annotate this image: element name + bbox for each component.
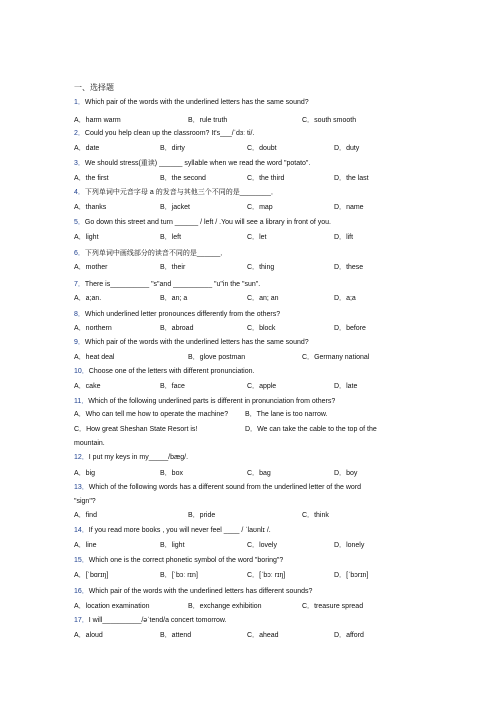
option-text[interactable]: face	[171, 383, 185, 390]
question-text: 下列单词中画线部分的读音不同的是______．	[84, 250, 228, 257]
option-letter: D．	[245, 426, 258, 433]
answer-option	[74, 295, 101, 302]
answer-option	[160, 572, 198, 579]
answer-option	[302, 603, 363, 610]
option-text[interactable]: duty	[346, 145, 360, 152]
option-text[interactable]: lonely	[346, 542, 365, 549]
option-letter: A．	[74, 295, 86, 302]
option-letter: A．	[74, 411, 86, 418]
option-text[interactable]: the second	[171, 175, 206, 182]
question-text: 下列单词中元音字母 a 的发音与其他三个不同的是________．	[84, 189, 278, 196]
option-text[interactable]: boy	[346, 470, 358, 477]
option-letter: D．	[334, 175, 347, 182]
option-letter: B．	[160, 145, 172, 152]
section-title: 一、选择题	[74, 83, 114, 92]
option-text[interactable]: location examination	[85, 603, 150, 610]
option-text[interactable]: light	[171, 542, 185, 549]
question-stem	[74, 219, 331, 226]
option-text[interactable]: Germany national	[314, 354, 370, 361]
option-letter: C．	[247, 234, 260, 241]
option-letter: B．	[245, 411, 257, 418]
option-text[interactable]: [ˈbɔː rɪn]	[171, 572, 198, 579]
option-text[interactable]: a;a	[346, 295, 356, 302]
answer-option	[74, 234, 99, 241]
option-letter: B．	[160, 204, 172, 211]
option-text[interactable]: rule truth	[199, 117, 228, 124]
option-letter: C．	[247, 175, 260, 182]
option-letter: B．	[160, 264, 172, 271]
question-stem	[74, 588, 312, 595]
question-stem	[74, 368, 254, 375]
option-text[interactable]: heat deal	[85, 354, 115, 361]
answer-option	[334, 383, 357, 390]
answer-option	[74, 175, 109, 182]
answer-option	[247, 204, 273, 211]
option-letter: C．	[74, 426, 87, 433]
answer-option	[247, 264, 274, 271]
answer-option	[334, 264, 363, 271]
option-letter: D．	[334, 325, 347, 332]
answer-option	[302, 117, 356, 124]
option-text[interactable]: aloud	[85, 632, 103, 639]
option-letter: A．	[74, 145, 86, 152]
question-number: 3．	[74, 160, 85, 167]
option-text[interactable]: pride	[199, 512, 216, 519]
option-letter: A．	[74, 512, 86, 519]
option-letter: B．	[160, 295, 172, 302]
option-text[interactable]: ahead	[259, 632, 279, 639]
question-number: 12．	[74, 454, 89, 461]
option-text[interactable]: big	[85, 470, 96, 477]
answer-option	[245, 426, 377, 433]
option-letter: B．	[160, 542, 172, 549]
question-number: 9．	[74, 339, 85, 346]
question-stem	[74, 454, 188, 461]
answer-option	[160, 470, 183, 477]
option-letter: C．	[302, 512, 315, 519]
option-letter: D．	[334, 295, 347, 302]
option-letter: A．	[74, 383, 86, 390]
option-text[interactable]: attend	[171, 632, 192, 639]
question-text: Which pair of the words with the underlined letters has the same sound?	[84, 339, 309, 346]
option-letter: A．	[74, 264, 86, 271]
option-letter: C．	[247, 264, 260, 271]
option-text[interactable]: jacket	[171, 204, 190, 211]
option-letter: C．	[247, 572, 260, 579]
option-letter: C．	[247, 325, 260, 332]
answer-option	[302, 512, 329, 519]
option-letter: B．	[160, 325, 172, 332]
answer-option	[74, 572, 108, 579]
question-number: 11．	[74, 398, 89, 405]
option-text[interactable]: cake	[85, 383, 101, 390]
option-text[interactable]: late	[346, 383, 358, 390]
question-number: 2．	[74, 130, 85, 137]
option-letter: C．	[247, 632, 260, 639]
option-text[interactable]: name	[346, 204, 364, 211]
answer-option	[247, 145, 277, 152]
answer-option	[74, 354, 114, 361]
answer-option	[74, 204, 106, 211]
option-text[interactable]: glove postman	[199, 354, 246, 361]
answer-option	[160, 542, 185, 549]
option-letter: B．	[160, 572, 172, 579]
option-letter: B．	[160, 632, 172, 639]
question-text: Choose one of the letters with different pronunciation.	[88, 368, 255, 375]
option-text[interactable]: south smooth	[314, 117, 357, 124]
question-text: There is__________ "s"and __________ "u"in the "sun".	[84, 281, 261, 288]
option-text[interactable]: northern	[85, 325, 112, 332]
option-letter: B．	[188, 354, 200, 361]
option-letter: A．	[74, 234, 86, 241]
question-stem	[74, 189, 278, 196]
option-letter: A．	[74, 354, 86, 361]
option-text[interactable]: mother	[85, 264, 108, 271]
answer-option	[334, 542, 364, 549]
option-letter: D．	[334, 264, 347, 271]
option-letter: D．	[334, 145, 347, 152]
option-letter: D．	[334, 632, 347, 639]
question-text: Which pair of the words with the underlined letters has the same sound?	[84, 99, 309, 106]
option-text[interactable]: the first	[85, 175, 109, 182]
answer-option	[247, 470, 271, 477]
option-letter: D．	[334, 383, 347, 390]
question-number: 14．	[74, 527, 89, 534]
option-letter: A．	[74, 603, 86, 610]
question-stem	[74, 130, 254, 137]
answer-option	[334, 234, 353, 241]
question-text: Which pair of the words with the underlined letters has different sounds?	[88, 588, 313, 595]
option-text[interactable]: the last	[346, 175, 369, 182]
option-text[interactable]: We can take the cable to the top of the	[257, 426, 377, 433]
answer-option	[334, 632, 364, 639]
answer-option	[245, 411, 328, 418]
question-number: 16．	[74, 588, 89, 595]
answer-option	[247, 325, 275, 332]
option-text[interactable]: apple	[259, 383, 277, 390]
question-text: Which of the following words has a different sound from the underlined letter of the word	[88, 484, 362, 491]
answer-option	[247, 234, 266, 241]
option-text[interactable]: dirty	[171, 145, 185, 152]
answer-option	[188, 117, 227, 124]
option-letter: C．	[247, 542, 260, 549]
option-letter: B．	[160, 470, 172, 477]
question-number: 13．	[74, 484, 89, 491]
question-number: 7．	[74, 281, 85, 288]
answer-option	[74, 264, 107, 271]
answer-option	[74, 145, 99, 152]
answer-option	[74, 470, 95, 477]
question-text: I put my keys in my_____/bæg/.	[88, 454, 189, 461]
question-stem	[74, 617, 227, 624]
option-letter: D．	[334, 234, 347, 241]
question-stem	[74, 339, 309, 346]
question-text: Go down this street and turn ______ / left / .You will see a library in front of you.	[84, 219, 331, 226]
question-number: 15．	[74, 557, 89, 564]
answer-option	[160, 145, 185, 152]
question-text: Which of the following underlined parts is different in pronunciation from others?	[88, 398, 336, 405]
question-stem	[74, 557, 283, 564]
option-text[interactable]: [ˈbɔː rɪŋ]	[259, 572, 286, 579]
answer-option	[188, 512, 215, 519]
answer-option	[74, 542, 97, 549]
option-letter: B．	[188, 117, 200, 124]
option-letter: A．	[74, 204, 86, 211]
option-letter: C．	[302, 117, 315, 124]
option-text[interactable]: an; a	[171, 295, 188, 302]
option-text[interactable]: afford	[346, 632, 364, 639]
answer-option	[74, 512, 97, 519]
answer-option	[160, 234, 181, 241]
option-letter: A．	[74, 325, 86, 332]
option-text[interactable]: an; an	[259, 295, 279, 302]
answer-option	[247, 632, 279, 639]
question-text-cont: "sign"?	[74, 498, 96, 505]
answer-option	[74, 411, 228, 418]
option-text[interactable]: before	[346, 325, 366, 332]
option-letter: A．	[74, 175, 86, 182]
question-number: 6．	[74, 250, 85, 257]
option-text[interactable]: lift	[346, 234, 354, 241]
answer-option	[160, 632, 191, 639]
answer-option	[188, 354, 245, 361]
option-letter: C．	[247, 470, 260, 477]
answer-option	[334, 325, 366, 332]
question-stem	[74, 484, 361, 491]
option-text[interactable]: find	[85, 512, 97, 519]
option-letter: C．	[247, 204, 260, 211]
answer-option	[334, 572, 368, 579]
option-text[interactable]: box	[171, 470, 183, 477]
answer-option	[160, 175, 206, 182]
option-letter: C．	[247, 295, 260, 302]
option-text[interactable]: exchange exhibition	[199, 603, 262, 610]
option-text[interactable]: Who can tell me how to operate the machine?	[85, 411, 229, 418]
answer-option	[160, 204, 190, 211]
answer-option	[160, 325, 193, 332]
option-letter: D．	[334, 470, 347, 477]
option-text[interactable]: left	[171, 234, 182, 241]
question-text: Which underlined letter pronounces differently from the others?	[84, 311, 281, 318]
answer-option	[74, 383, 100, 390]
answer-option	[334, 145, 359, 152]
option-text[interactable]: bag	[259, 470, 271, 477]
option-text[interactable]: harm warm	[85, 117, 121, 124]
answer-option	[247, 175, 284, 182]
option-text[interactable]: [ˈbɔrɪn]	[346, 572, 369, 579]
question-stem	[74, 281, 260, 288]
question-text: Which one is the correct phonetic symbol of the word "boring"?	[88, 557, 284, 564]
option-letter: C．	[247, 145, 260, 152]
option-text[interactable]: block	[259, 325, 276, 332]
question-number: 1．	[74, 99, 85, 106]
option-text[interactable]: thanks	[85, 204, 107, 211]
question-stem	[74, 160, 310, 167]
option-text[interactable]: a;an.	[85, 295, 102, 302]
option-text[interactable]: treasure spread	[314, 603, 364, 610]
answer-option	[247, 572, 285, 579]
option-letter: C．	[247, 383, 260, 390]
option-letter: A．	[74, 572, 86, 579]
question-number: 17．	[74, 617, 89, 624]
option-letter: B．	[160, 234, 172, 241]
option-text[interactable]: their	[171, 264, 186, 271]
option-text[interactable]: think	[314, 512, 329, 519]
option-text[interactable]: map	[259, 204, 273, 211]
question-text-cont: mountain.	[74, 440, 105, 447]
question-stem	[74, 527, 271, 534]
question-stem	[74, 311, 280, 318]
option-text[interactable]: How great Sheshan State Resort is!	[86, 426, 198, 433]
answer-option	[160, 295, 187, 302]
option-letter: D．	[334, 204, 347, 211]
answer-option	[334, 470, 357, 477]
option-letter: A．	[74, 542, 86, 549]
option-letter: B．	[188, 512, 200, 519]
option-letter: A．	[74, 632, 86, 639]
question-number: 5．	[74, 219, 85, 226]
option-text[interactable]: abroad	[171, 325, 194, 332]
option-text[interactable]: [ˈbɑrɪŋ]	[85, 572, 109, 579]
option-letter: D．	[334, 572, 347, 579]
question-stem	[74, 99, 309, 106]
option-letter: C．	[302, 354, 315, 361]
answer-option	[74, 603, 150, 610]
answer-option	[247, 383, 276, 390]
option-text[interactable]: light	[85, 234, 99, 241]
option-text[interactable]: The lane is too narrow.	[256, 411, 328, 418]
option-letter: A．	[74, 470, 86, 477]
option-text[interactable]: these	[346, 264, 364, 271]
question-stem	[74, 250, 227, 257]
answer-option	[334, 175, 369, 182]
answer-option	[334, 295, 356, 302]
option-letter: C．	[302, 603, 315, 610]
question-stem	[74, 398, 335, 405]
option-letter: A．	[74, 117, 86, 124]
option-text[interactable]: the third	[259, 175, 285, 182]
answer-option	[160, 383, 185, 390]
option-text[interactable]: line	[85, 542, 97, 549]
option-text[interactable]: date	[85, 145, 100, 152]
answer-option	[302, 354, 369, 361]
answer-option	[247, 295, 279, 302]
answer-option	[74, 426, 197, 433]
question-text: We should stress(重读) ______ syllable when we read the word "potato".	[84, 160, 311, 167]
option-letter: B．	[188, 603, 200, 610]
question-number: 8．	[74, 311, 85, 318]
option-text[interactable]: lovely	[259, 542, 277, 549]
answer-option	[74, 632, 103, 639]
option-text[interactable]: thing	[259, 264, 275, 271]
answer-option	[160, 264, 185, 271]
option-text[interactable]: doubt	[259, 145, 277, 152]
answer-option	[247, 542, 277, 549]
answer-option	[74, 117, 121, 124]
answer-option	[188, 603, 262, 610]
question-number: 4．	[74, 189, 85, 196]
answer-option	[74, 325, 112, 332]
question-text: I will__________/əˈtend/a concert tomorrow.	[88, 617, 227, 624]
option-letter: B．	[160, 383, 172, 390]
option-letter: D．	[334, 542, 347, 549]
option-text[interactable]: let	[259, 234, 267, 241]
question-text: Could you help clean up the classroom? It's___/ˈdɜː ti/.	[84, 130, 255, 137]
answer-option	[334, 204, 364, 211]
option-letter: B．	[160, 175, 172, 182]
question-text: If you read more books , you will never feel ____ / ˈlaʊnlɪ /.	[88, 527, 271, 534]
question-number: 10．	[74, 368, 89, 375]
